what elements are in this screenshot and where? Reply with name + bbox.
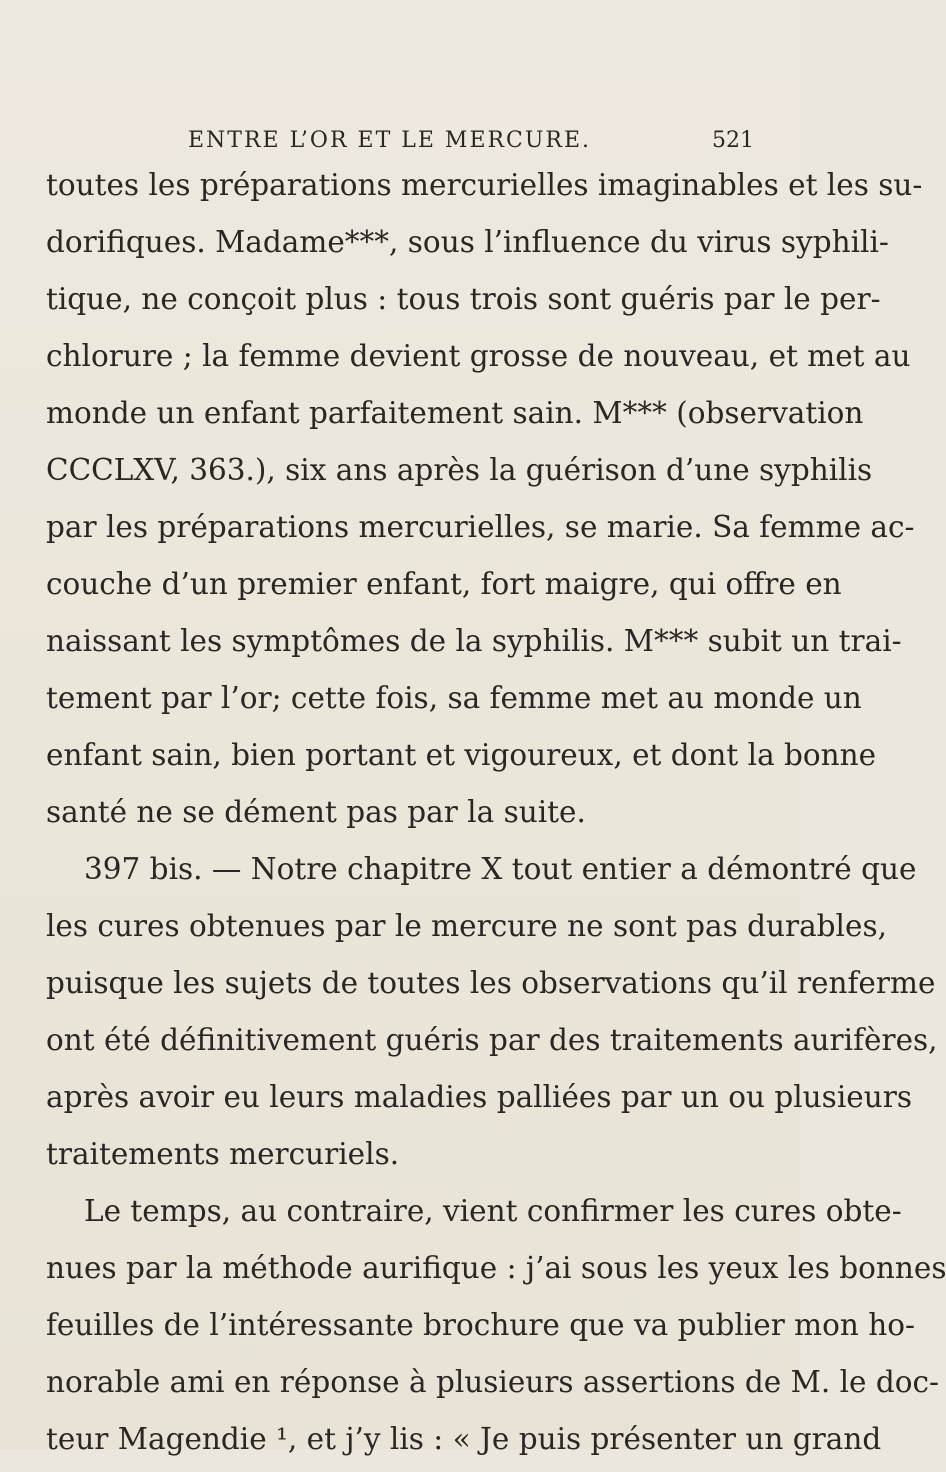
text-line (0, 1194, 902, 1244)
text-line (0, 1251, 946, 1301)
line-text: toutes les préparations mercurielles imaginables et les su- (46, 168, 923, 202)
text-line (0, 396, 864, 446)
line-text: tique, ne conçoit plus : tous trois sont guéris par le per- (46, 282, 881, 316)
text-line (0, 681, 862, 731)
line-text: naissant les symptômes de la syphilis. M*** subit un trai- (46, 624, 902, 658)
line-text: nues par la méthode aurifique : j’ai sous les yeux les bonnes (46, 1251, 946, 1285)
text-line (0, 1023, 938, 1073)
text-line (0, 909, 887, 959)
text-line (0, 453, 873, 503)
running-head (0, 128, 800, 158)
text-line (0, 339, 911, 389)
line-text: chlorure ; la femme devient grosse de nouveau, et met au (46, 339, 911, 373)
page-number: 521 (712, 128, 754, 153)
line-text: couche d’un premier enfant, fort maigre, qui offre en (46, 567, 842, 601)
line-text: CCCLXV, 363.), six ans après la guérison d’une syphilis (46, 453, 873, 487)
line-text: monde un enfant parfaitement sain. M*** (observation (46, 396, 864, 430)
text-line (0, 852, 917, 902)
line-text: 397 bis. — Notre chapitre X tout entier a démontré que (84, 852, 917, 886)
text-line (0, 1365, 939, 1415)
line-text: tement par l’or; cette fois, sa femme met au monde un (46, 681, 862, 715)
line-text: dorifiques. Madame***, sous l’influence du virus syphili- (46, 225, 889, 259)
text-line (0, 624, 902, 674)
line-text: feuilles de l’intéressante brochure que va publier mon ho- (46, 1308, 916, 1342)
line-text: puisque les sujets de toutes les observations qu’il renferme (46, 966, 936, 1000)
line-text: par les préparations mercurielles, se marie. Sa femme ac- (46, 510, 915, 544)
text-line (0, 510, 915, 560)
text-line (0, 282, 881, 332)
line-text: norable ami en réponse à plusieurs assertions de M. le doc- (46, 1365, 939, 1399)
text-line (0, 738, 877, 788)
running-title: ENTRE L’OR ET LE MERCURE. (188, 128, 592, 153)
text-line (0, 966, 936, 1016)
text-line (0, 1422, 882, 1472)
text-line (0, 1080, 912, 1130)
line-text: traitements mercuriels. (46, 1137, 400, 1171)
line-text: enfant sain, bien portant et vigoureux, et dont la bonne (46, 738, 877, 772)
line-text: après avoir eu leurs maladies palliées par un ou plusieurs (46, 1080, 912, 1114)
text-line (0, 1308, 916, 1358)
line-text: ont été définitivement guéris par des traitements aurifères, (46, 1023, 938, 1057)
line-text: les cures obtenues par le mercure ne sont pas durables, (46, 909, 887, 943)
text-line (0, 567, 842, 617)
line-text: teur Magendie ¹, et j’y lis : « Je puis présenter un grand (46, 1422, 882, 1456)
line-text: santé ne se dément pas par la suite. (46, 795, 586, 829)
line-text: Le temps, au contraire, vient confirmer les cures obte- (84, 1194, 902, 1228)
text-line (0, 225, 889, 275)
text-line (0, 168, 923, 218)
text-line (0, 795, 800, 845)
text-line (0, 1137, 800, 1187)
